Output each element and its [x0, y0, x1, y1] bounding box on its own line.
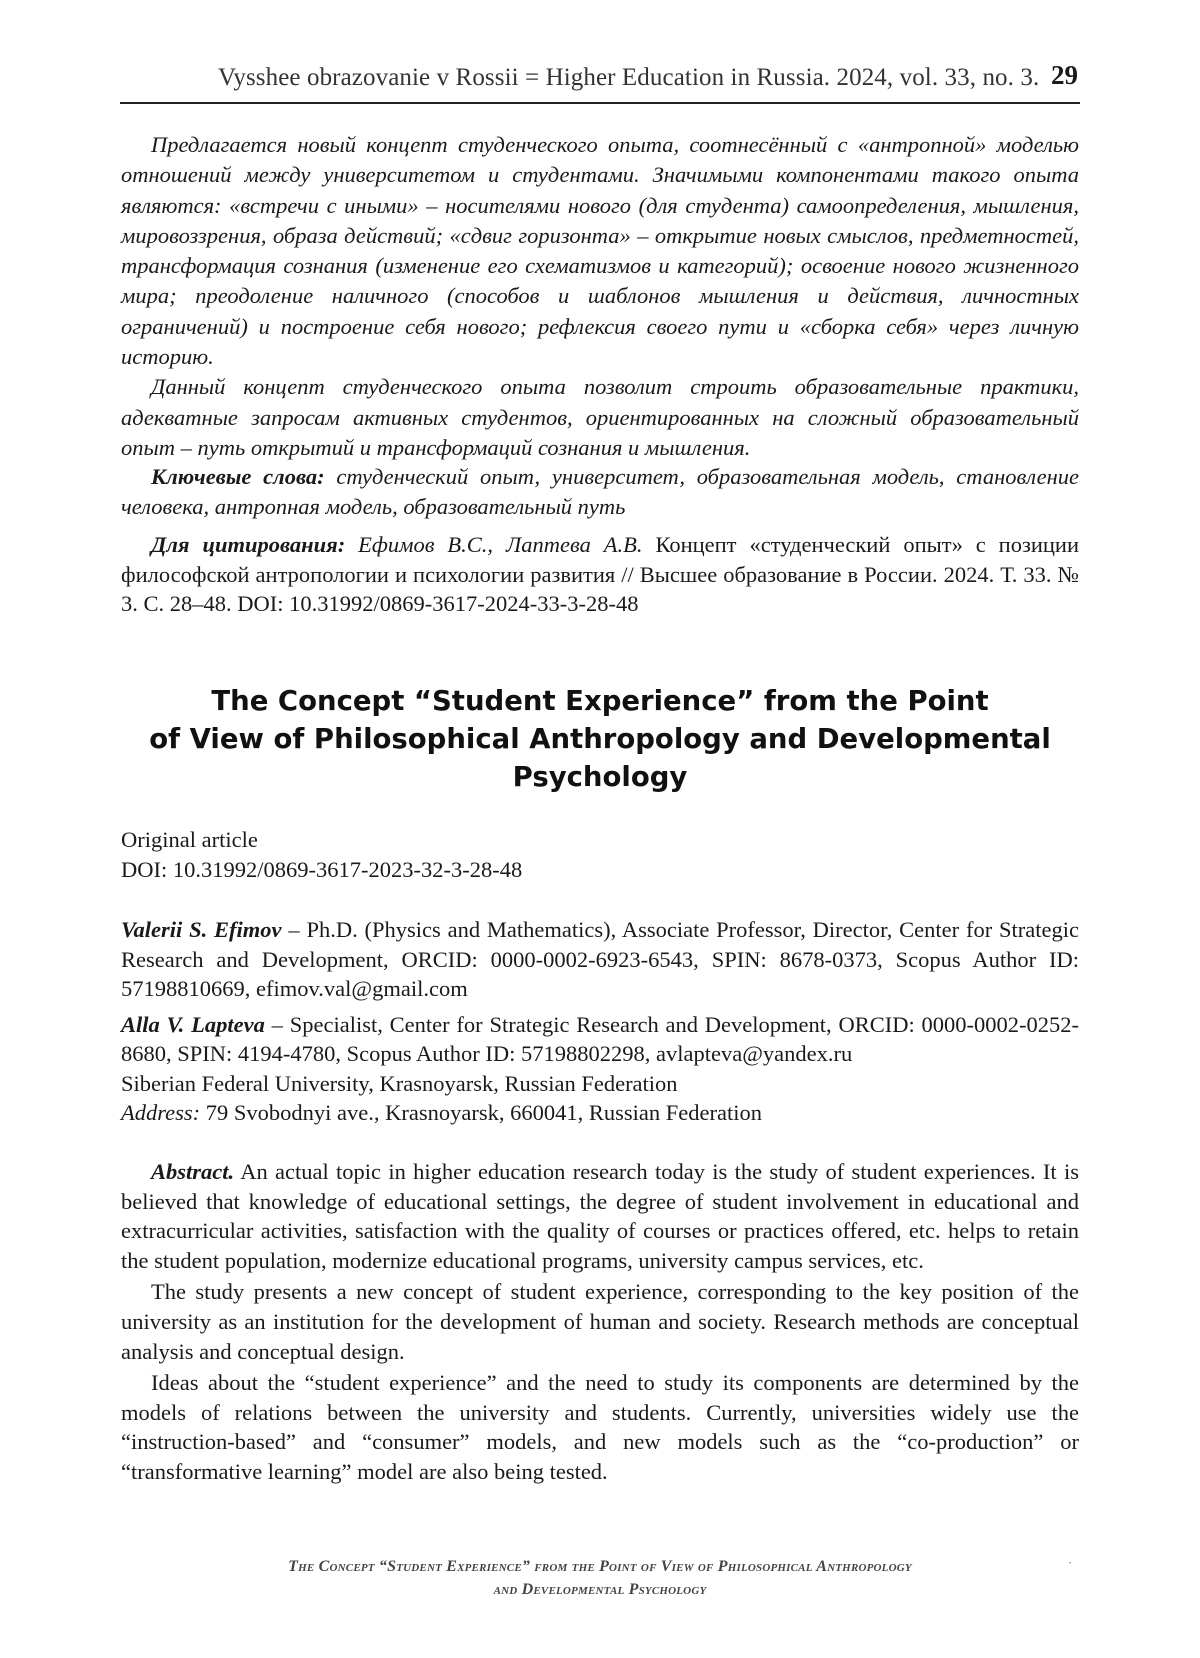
running-footer-line-2: and Developmental Psychology — [493, 1581, 707, 1598]
russian-abstract-paragraph-2: Данный концепт студенческого опыта позволит строить образовательные практики, адекватные запросам активных студентов, ориентированных на сложный образовательный опыт – путь открытий и трансформаций сознания и мышления. — [121, 374, 1079, 460]
address-label: Address: — [121, 1100, 201, 1125]
russian-citation — [121, 530, 1079, 619]
english-abstract-paragraph-3: Ideas about the “student experience” and the need to study its components are determined by the models of relations between the university and students. Currently, universities widely use the “instruction-based” and “consumer” models, and new models such as the “co-production” or “transformative learning” model are also being tested. — [121, 1370, 1079, 1484]
russian-abstract — [121, 130, 1079, 463]
russian-abstract-paragraph-1: Предлагается новый концепт студенческого опыта, соотнесённый с «антропной» моделью отношений между университетом и студентами. Значимыми компонентами такого опыта являются: «встречи с иными» – носителями нового (для студента) самоопределения, мышления, мировоззрения, образа действий; «сдвиг горизонта» – открытие новых смыслов, предметностей, трансформация сознания (изменение его схематизмов и категорий); освоение нового жизненного мира; преодоление наличного (способов и шаблонов мышления и действия, личностных ограничений) и построение себя нового; рефлексия своего пути и «сборка себя» через личную историю. — [121, 132, 1079, 370]
address-text: 79 Svobodnyi ave., Krasnoyarsk, 660041, Russian Federation — [200, 1100, 762, 1125]
article-title-line-1: The Concept “Student Experience” from the Point — [211, 685, 989, 717]
abstract-label: Abstract. — [151, 1159, 235, 1184]
author-1-name: Valerii S. Efimov — [121, 917, 282, 942]
citation-authors: Ефимов В.С., Лаптева А.В. — [358, 532, 643, 557]
author-1-details: – Ph.D. (Physics and Mathematics), Associate Professor, Director, Center for Strategic Research and Development, ORCID: 0000-0002-6923-6543, SPIN: 8678-0373, Scopus Author ID: 57198810669, efimov.val@gmail.com — [121, 917, 1079, 1001]
affiliation: Siberian Federal University, Krasnoyarsk, Russian Federation — [121, 1070, 678, 1096]
running-header — [120, 62, 1080, 104]
author-2-name: Alla V. Lapteva — [121, 1011, 265, 1037]
citation-label: Для цитирования: — [151, 532, 346, 557]
article-title-line-3: Psychology — [512, 761, 688, 793]
russian-keywords-label: Ключевые слова: — [151, 464, 325, 489]
article-title-line-2: of View of Philosophical Anthropology and Developmental — [149, 723, 1051, 755]
english-abstract-paragraph-1 — [121, 1157, 1079, 1275]
running-footer-line-1: The Concept “Student Experience” from the Point of View of Philosophical Anthropology — [288, 1558, 912, 1575]
authors-block — [121, 915, 1079, 1128]
running-footer — [121, 1555, 1079, 1601]
page-number: 29 — [1051, 60, 1078, 90]
russian-keywords-text: студенческий опыт, университет, образовательная модель, становление человека, антропная модель, образовательный путь — [121, 464, 1080, 520]
author-efimov — [121, 915, 1079, 1004]
article-doi: DOI: 10.31992/0869-3617-2023-32-3-28-48 — [121, 856, 523, 882]
article-type: Original article — [121, 827, 258, 852]
author-2-details: – Specialist, Center for Strategic Research and Development, ORCID: 0000-0002-0252-8680, SPIN: 4194-4780, Scopus Author ID: 57198802298, avlapteva@yandex.ru — [121, 1011, 1079, 1066]
article-meta — [121, 825, 1079, 884]
footer-mark: · — [1068, 1555, 1073, 1570]
author-lapteva — [121, 1010, 1079, 1069]
russian-keywords — [121, 462, 1079, 523]
english-abstract-paragraph-2: The study presents a new concept of student experience, corresponding to the key position of the university as an institution for the development of human and society. Research methods are conceptual analysis and conceptual design. — [121, 1279, 1079, 1364]
journal-title: Vysshee obrazovanie v Rossii = Higher Education in Russia. 2024, vol. 33, no. 3. — [218, 64, 1040, 91]
address — [121, 1098, 1079, 1128]
abstract-paragraph-1-text: An actual topic in higher education research today is the study of student experiences. It is believed that knowledge of educational settings, the degree of student involvement in educational and extracurricular activities, satisfaction with the quality of courses or practices offered, etc. helps to retain the student population, modernize educational programs, university campus services, etc. — [121, 1159, 1079, 1273]
article-title — [121, 682, 1079, 796]
english-abstract — [121, 1157, 1079, 1489]
citation-text: Концепт «студенческий опыт» с позиции философской антропологии и психологии развития // Высшее образование в России. 2024. Т. 33. № 3. С. 28–48. DOI: 10.31992/0869-3617-2024-33-3-28-48 — [121, 532, 1080, 616]
